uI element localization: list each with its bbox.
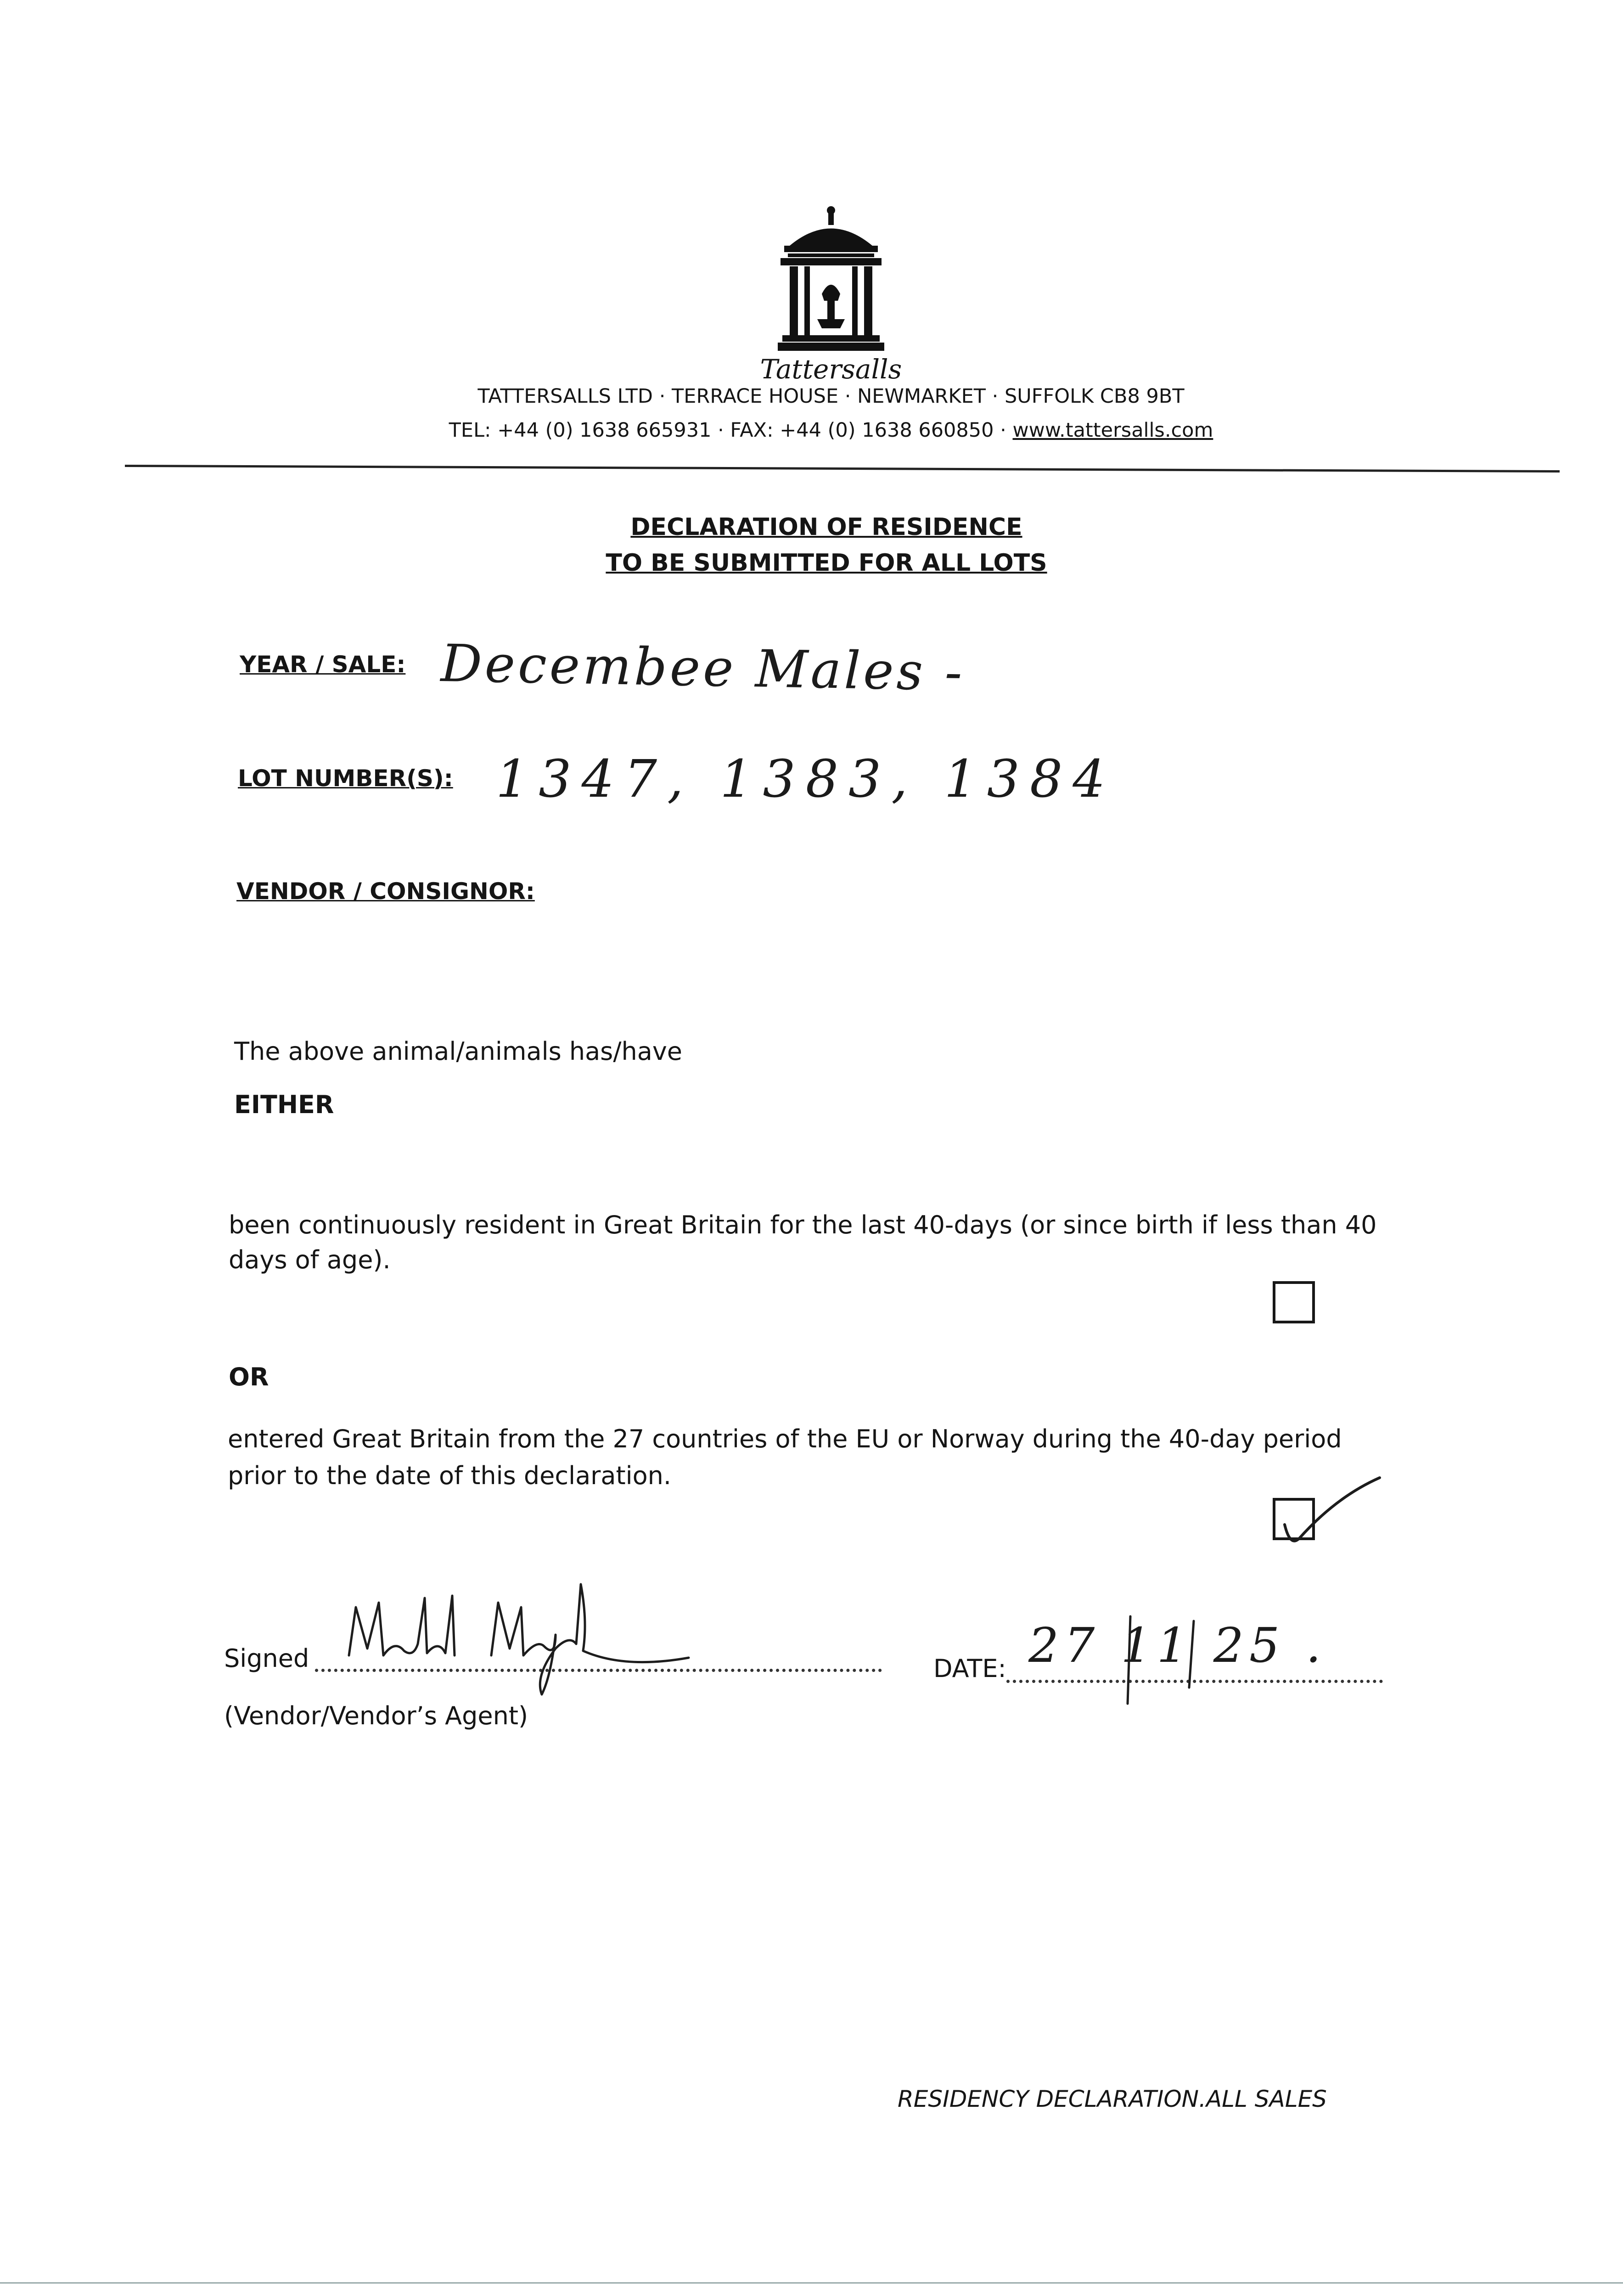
bottom-edge-line	[0, 2282, 1623, 2284]
page-title: DECLARATION OF RESIDENCE	[630, 513, 1022, 541]
vendor-agent-label: (Vendor/Vendor’s Agent)	[224, 1701, 528, 1730]
lot-numbers-value[interactable]: 1347, 1383, 1384	[496, 749, 1116, 809]
date-label: DATE:	[933, 1654, 1006, 1683]
signed-label: Signed	[224, 1644, 309, 1673]
phone-fax: TEL: +44 (0) 1638 665931 · FAX: +44 (0) 1638 660850 ·	[449, 419, 1013, 442]
vendor-consignor-label: VENDOR / CONSIGNOR:	[236, 878, 535, 905]
footer-reference: RESIDENCY DECLARATION.ALL SALES	[898, 2086, 1327, 2112]
option1-checkbox[interactable]	[1273, 1281, 1315, 1323]
option2-text-line2: prior to the date of this declaration.	[228, 1461, 672, 1490]
checkmark-icon	[1267, 1469, 1387, 1552]
year-sale-value[interactable]: Decembee Males -	[440, 634, 966, 703]
header-divider	[125, 465, 1560, 473]
company-address: TATTERSALLS LTD · TERRACE HOUSE · NEWMARKET · SUFFOLK CB8 9BT	[477, 385, 1185, 408]
option1-text-line2: days of age).	[229, 1245, 391, 1274]
tattersalls-logo-icon	[771, 202, 891, 354]
contact-line	[321, 419, 1341, 442]
handwritten-signature-icon[interactable]	[340, 1570, 744, 1704]
option2-text-line1: entered Great Britain from the 27 countries of the EU or Norway during the 40-day period	[228, 1424, 1342, 1453]
date-separator-strokes	[1116, 1607, 1299, 1708]
website-link[interactable]: www.tattersalls.com	[1012, 419, 1213, 442]
year-sale-label: YEAR / SALE:	[240, 651, 406, 678]
date-value[interactable]: 27 11 25 .	[1028, 1617, 1327, 1673]
either-heading: EITHER	[234, 1090, 334, 1119]
option1-text-line1: been continuously resident in Great Britain for the last 40-days (or since birth if less than 40	[229, 1210, 1377, 1239]
or-heading: OR	[229, 1362, 269, 1391]
brand-name: Tattersalls	[760, 354, 902, 385]
intro-text: The above animal/animals has/have	[234, 1037, 683, 1066]
page-subtitle: TO BE SUBMITTED FOR ALL LOTS	[606, 549, 1047, 577]
lot-numbers-label: LOT NUMBER(S):	[238, 765, 453, 792]
